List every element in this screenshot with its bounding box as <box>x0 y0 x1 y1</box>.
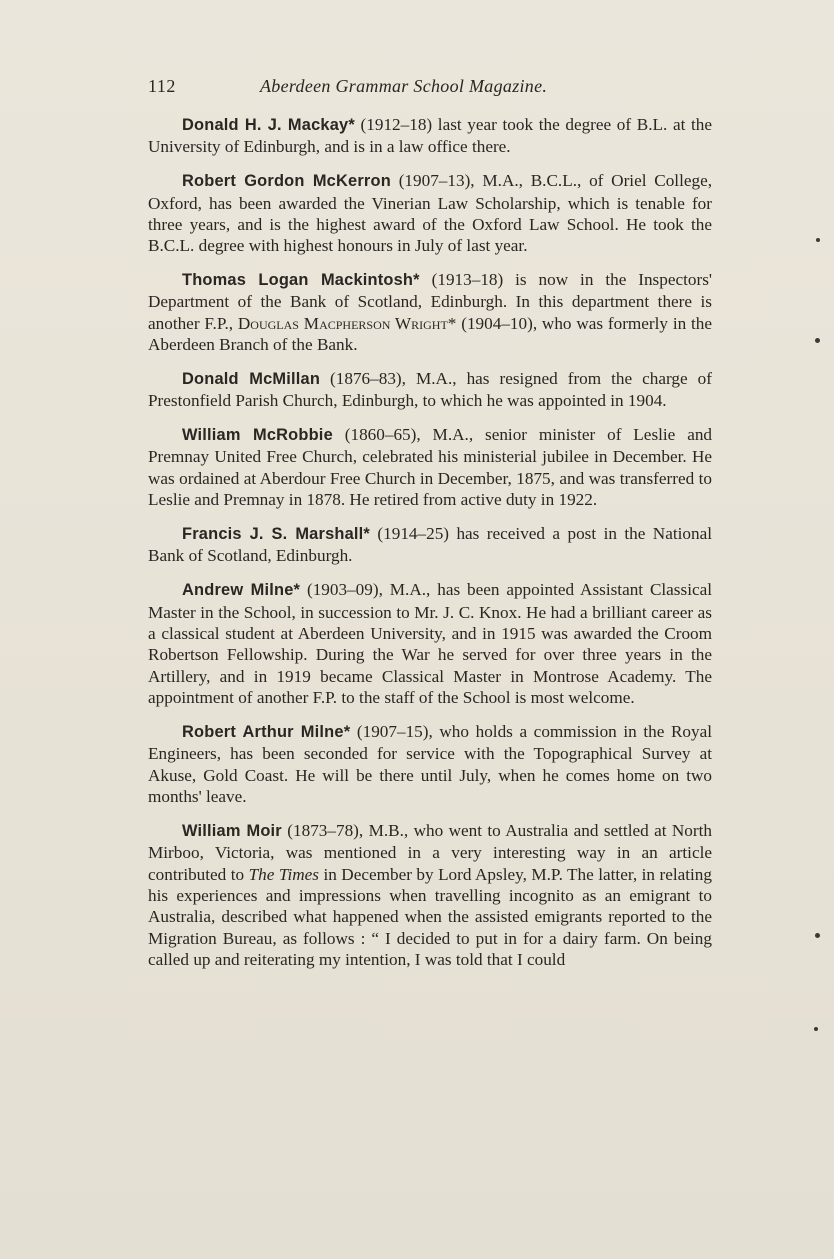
entry-text: (1876–83), M.A., has resigned from the charge of Prestonfield Parish Church, Edinburgh, to which he was appointed in 1904. <box>148 368 712 411</box>
entry-mckerron <box>148 170 712 257</box>
entry-mcmillan <box>148 368 712 412</box>
margin-speck-mark <box>816 238 820 242</box>
entry-mackay <box>148 114 712 158</box>
margin-speck-mark <box>815 933 820 938</box>
margin-speck-mark <box>815 338 820 343</box>
entry-name: Thomas Logan Mackintosh* <box>182 271 420 290</box>
publication-title: The Times <box>248 864 319 884</box>
entry-marshall <box>148 523 712 567</box>
page-number: 112 <box>148 76 176 96</box>
entry-moir <box>148 820 712 971</box>
entry-name: William Moir <box>182 821 282 840</box>
article-body <box>148 114 712 983</box>
entry-mackintosh <box>148 269 712 356</box>
entry-text: (1860–65), M.A., senior minister of Leslie and Premnay United Free Church, celebrated his ministerial jubilee in December. He was ordained at Aberdour Free Church in December, 1875, and was transferred to Leslie and Premnay in 1878. He retired from active duty in 1922. <box>148 425 713 510</box>
entry-text: (1907–13), M.A., B.C.L., of Oriel College, Oxford, has been awarded the Vinerian Law Scholarship, which is tenable for three years, and is the highest award of the Oxford Law School. He took the B.C.L. degree with highest honours in July of last year. <box>148 171 712 256</box>
entry-robert-milne <box>148 721 712 808</box>
journal-title: Aberdeen Grammar School Magazine. <box>260 76 548 96</box>
entry-text: (1873–78), M.B., who went to Australia and settled at North Mirboo, Victoria, was mentioned in a very interesting way in an article contributed to <box>148 820 712 884</box>
entry-text: (1912–18) last year took the degree of B.L. at the University of Edinburgh, and is in a law office there. <box>148 115 712 157</box>
margin-speck-mark <box>814 1027 818 1031</box>
entry-name: Donald McMillan <box>182 369 321 388</box>
running-header <box>148 76 708 102</box>
entry-name: Francis J. S. Marshall* <box>182 524 370 543</box>
entry-text-continued: (1904–10), who was formerly in the Aberdeen Branch of the Bank. <box>148 313 712 355</box>
entry-text: (1903–09), M.A., has been appointed Assistant Classical Master in the School, in succession to Mr. J. C. Knox. He had a brilliant career as a classical student at Aberdeen University, and in 1915 was awarded the Croom Robertson Fellowship. During the War he served for over three years in the Artillery, and in 1919 became Classical Master in Montrose Academy. The appointment of another F.P. to the staff of the School is most welcome. <box>148 580 712 708</box>
entry-text: (1914–25) has received a post in the National Bank of Scotland, Edinburgh. <box>148 523 712 566</box>
entry-andrew-milne <box>148 579 712 708</box>
entry-mcrobbie <box>148 424 712 511</box>
entry-name: Andrew Milne* <box>182 581 301 600</box>
entry-text: (1907–15), who holds a commission in the Royal Engineers, has been seconded for service with the Topographical Survey at Akuse, Gold Coast. He will be there until July, when he comes home on two months' leave. <box>148 721 713 807</box>
entry-text-continued: in December by Lord Apsley, M.P. The latter, in relating his experiences and impressions when travelling incognito as an emigrant to Australia, described what happened when the assisted emigrants reported to the Migration Bureau, as follows : “ I decided to put in for a dairy farm. On being called up and reiterating my intention, I was told that I could <box>148 864 712 970</box>
entry-text: (1913–18) is now in the Inspectors' Department of the Bank of Scotland, Edinburgh. In this department there is another F.P., <box>148 270 712 333</box>
entry-name: Robert Arthur Milne* <box>182 722 351 741</box>
entry-name: Robert Gordon McKerron <box>182 172 391 191</box>
entry-name: Donald H. J. Mackay* <box>182 116 355 134</box>
entry-name: William McRobbie <box>182 426 333 445</box>
entry-secondary-name: Douglas Macpherson Wright* <box>237 313 457 333</box>
